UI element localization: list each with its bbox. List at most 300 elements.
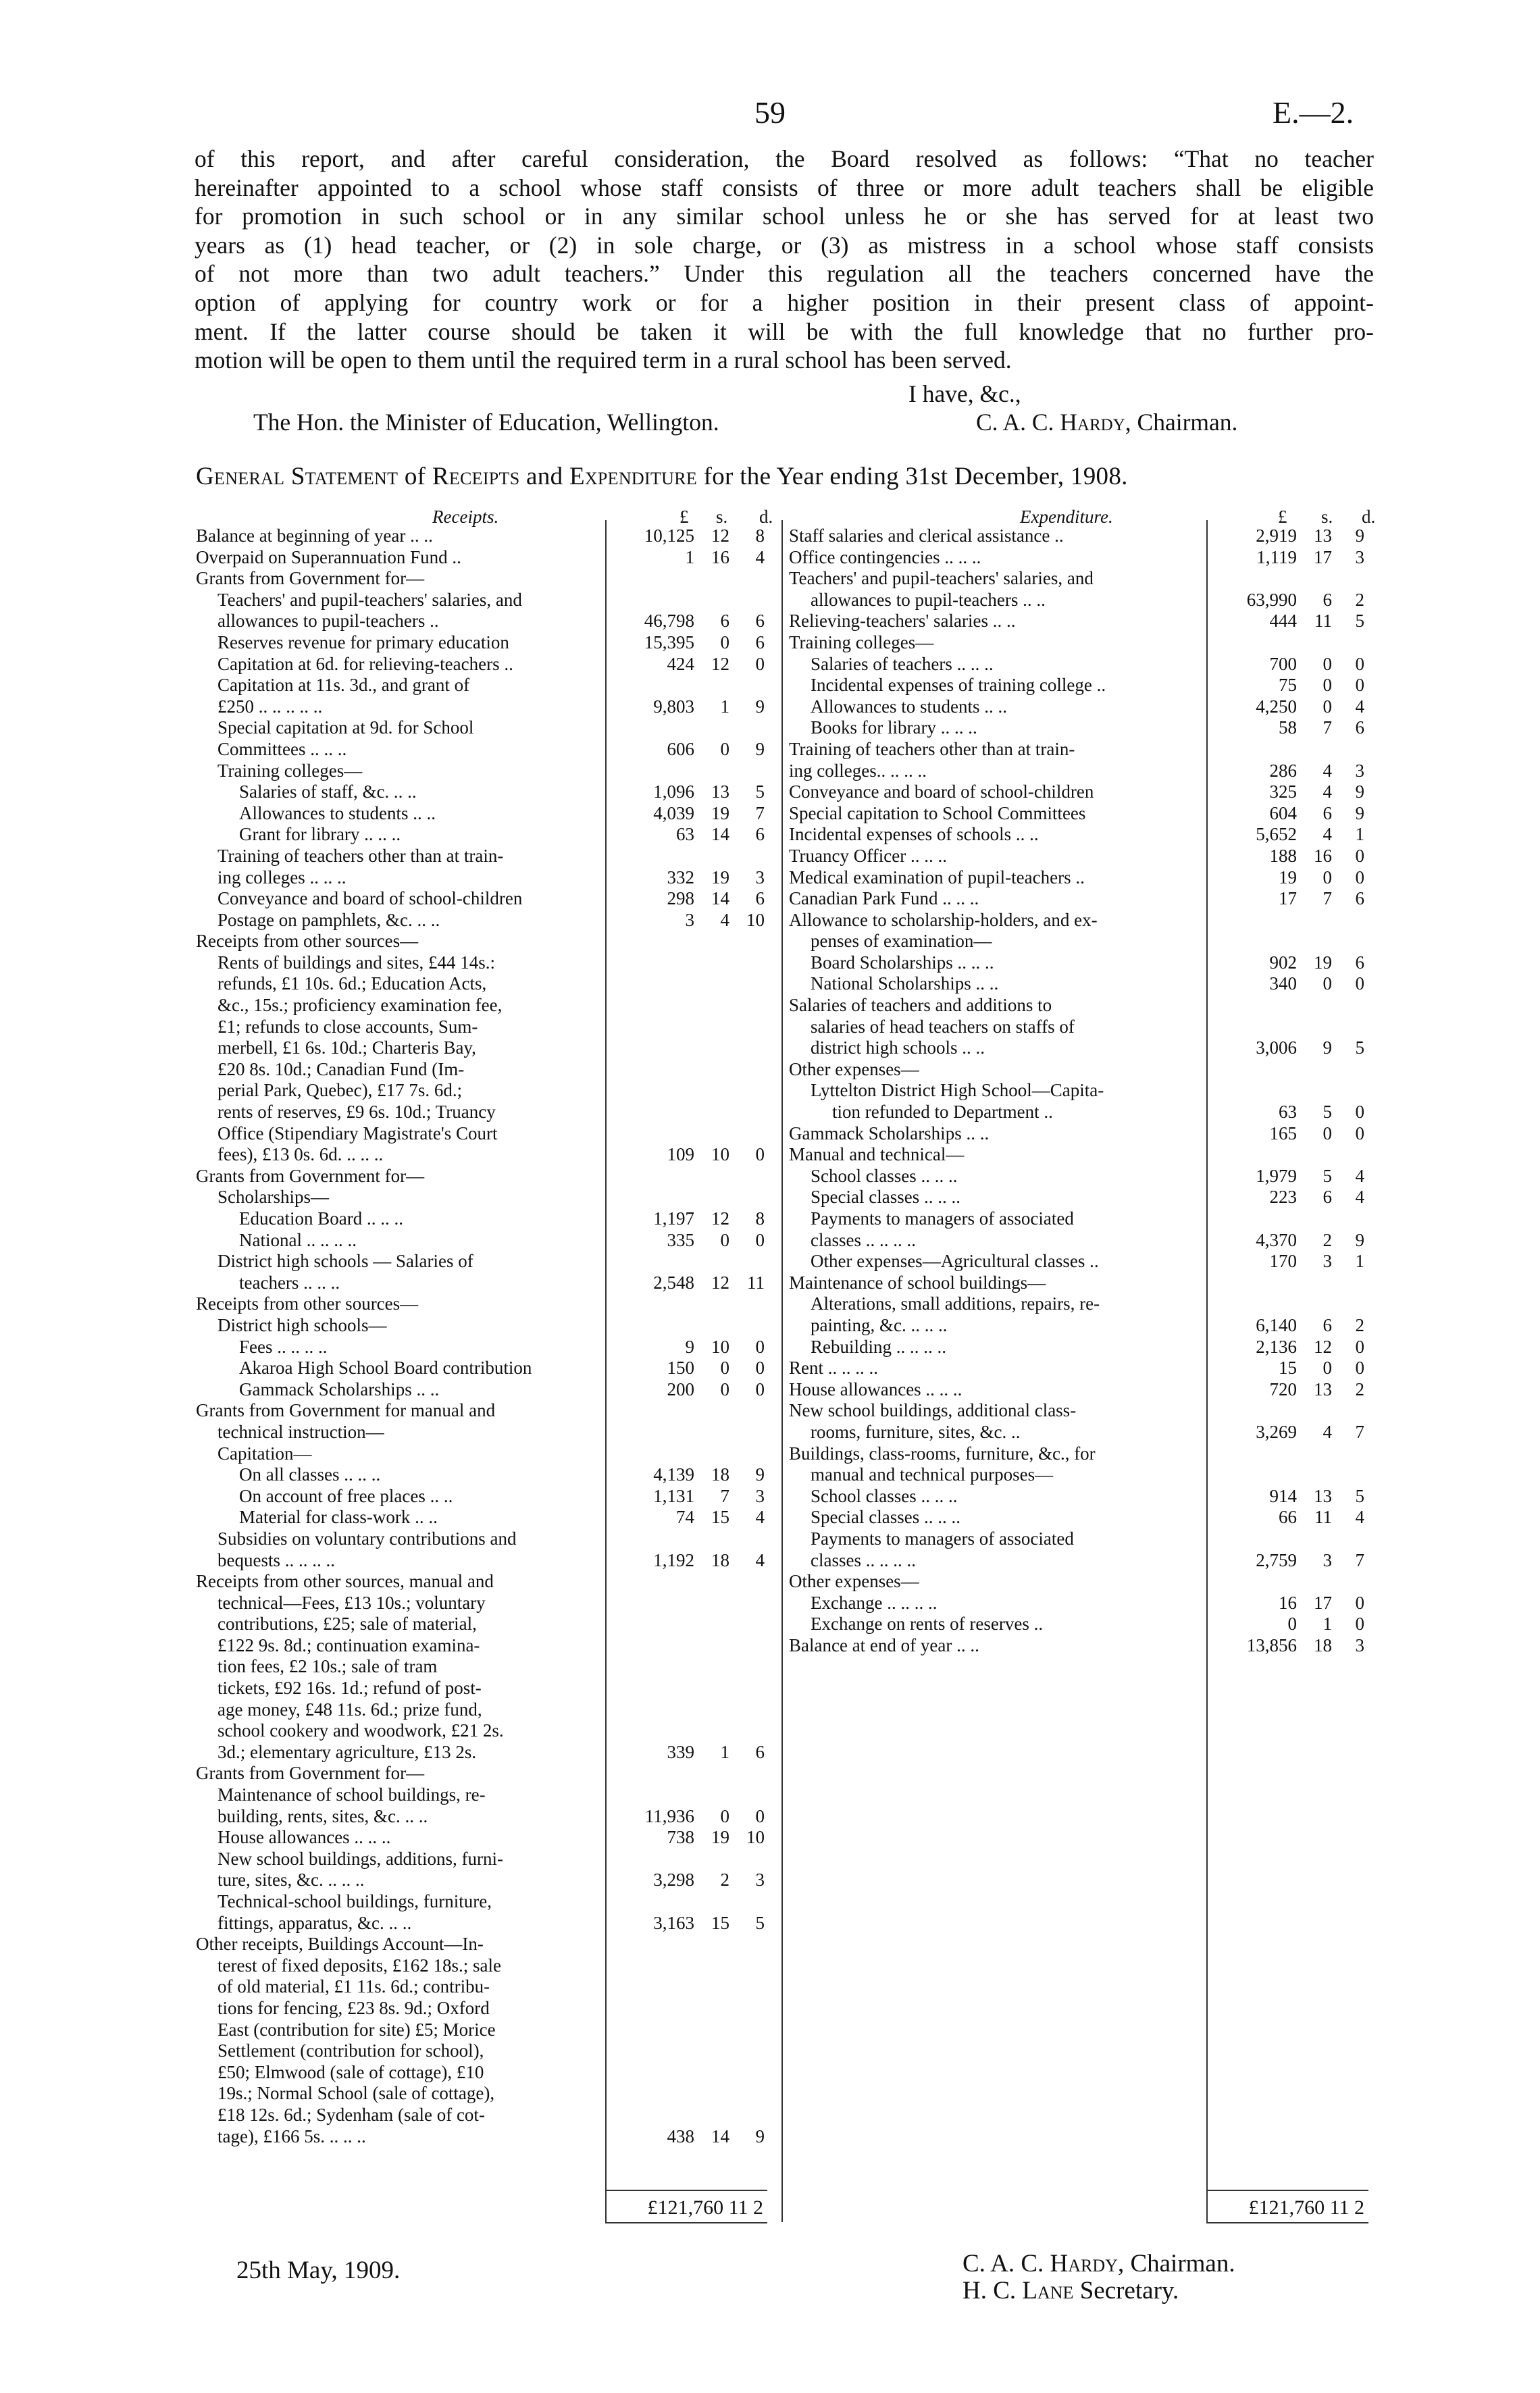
expenditure-amount-rule: [1206, 520, 1208, 2222]
receipts-amount-pounds: 4,139: [653, 1464, 694, 1485]
receipts-item-text: Training colleges—: [217, 760, 363, 781]
expenditure-row: [789, 1293, 1366, 1315]
receipts-item-text: ture, sites, &c. .. .. ..: [217, 1870, 365, 1890]
receipts-amount-pence: 4: [755, 546, 765, 567]
expenditure-amount-pounds: 325: [1269, 781, 1297, 802]
receipts-item-text: age money, £48 11s. 6d.; prize fund,: [217, 1699, 482, 1720]
receipts-item-text: District high schools—: [217, 1314, 387, 1335]
receipts-amount-pence: 0: [755, 1379, 765, 1399]
receipts-amount-pence: 0: [755, 1805, 765, 1826]
expenditure-item-text: Lyttelton District High School—Capita-: [811, 1080, 1104, 1101]
expenditure-amount-pence: 0: [1355, 653, 1364, 674]
centre-rule: [781, 520, 783, 2222]
expenditure-row: [789, 1037, 1366, 1059]
expenditure-row: [789, 1123, 1366, 1145]
sec-surname: Lane: [1022, 2277, 1074, 2305]
receipts-amount-pence: 6: [755, 888, 765, 909]
expenditure-amount-shillings: 6: [1323, 1187, 1332, 1208]
expenditure-item-text: Canadian Park Fund .. .. ..: [789, 888, 979, 909]
receipts-item-text: Rents of buildings and sites, £44 14s.:: [217, 952, 495, 973]
receipts-item-text: tage), £166 5s. .. .. ..: [217, 2126, 366, 2146]
receipts-amount-shillings: 12: [711, 525, 729, 546]
addressee: The Hon. the Minister of Education, Wellington.: [253, 409, 719, 436]
receipts-row: [196, 611, 773, 632]
expenditure-item-text: Staff salaries and clerical assistance ..: [789, 525, 1064, 546]
receipts-item-text: perial Park, Quebec), £17 7s. 6d.;: [217, 1080, 463, 1101]
expenditure-row: [789, 1144, 1366, 1166]
expenditure-amount-pounds: 340: [1269, 973, 1297, 994]
receipts-row: [196, 675, 773, 696]
expenditure-amount-pence: 0: [1355, 1614, 1364, 1635]
expenditure-amount-shillings: 1: [1323, 1614, 1332, 1635]
receipts-item-text: Grant for library .. .. ..: [239, 824, 401, 845]
expenditure-item-text: Buildings, class-rooms, furniture, &c., for: [789, 1443, 1096, 1464]
receipts-item-text: Training of teachers other than at train-: [217, 845, 504, 866]
receipts-row: [196, 696, 773, 718]
expenditure-amount-pounds: 0: [1287, 1614, 1297, 1635]
receipts-amount-pence: 9: [755, 696, 765, 717]
receipts-amount-shillings: 6: [720, 611, 729, 632]
receipts-row: [196, 2083, 773, 2105]
expenditure-amount-shillings: 18: [1314, 1635, 1332, 1655]
expenditure-amount-pounds: 720: [1269, 1379, 1297, 1399]
receipts-row: [196, 1400, 773, 1422]
expenditure-amount-shillings: 4: [1323, 760, 1332, 781]
expenditure-row: [789, 1571, 1366, 1593]
receipts-amount-shillings: 0: [720, 738, 729, 759]
expenditure-item-text: Payments to managers of associated: [811, 1208, 1074, 1229]
receipts-amount-pence: 11: [747, 1272, 765, 1293]
receipts-total-rule: [605, 2190, 767, 2191]
expenditure-item-text: Medical examination of pupil-teachers ..: [789, 867, 1085, 887]
expenditure-amount-shillings: 13: [1314, 1485, 1332, 1506]
receipts-item-text: Teachers' and pupil-teachers' salaries, and: [217, 589, 522, 610]
intro-line: motion will be open to them until the required term in a rural school has been served.: [195, 346, 1012, 374]
receipts-item-text: Maintenance of school buildings, re-: [217, 1784, 486, 1805]
expenditure-amount-pence: 3: [1355, 760, 1364, 781]
receipts-amount-shillings: 0: [720, 632, 729, 652]
expenditure-amount-pounds: 75: [1279, 675, 1297, 696]
expenditure-amount-shillings: 19: [1314, 952, 1332, 973]
expenditure-amount-pounds: 700: [1269, 653, 1297, 674]
receipts-amount-pence: 9: [755, 1464, 765, 1485]
expenditure-item-text: New school buildings, additional class-: [789, 1400, 1077, 1421]
expenditure-row: [789, 888, 1366, 910]
receipts-item-text: Reserves revenue for primary education: [217, 632, 509, 652]
receipts-row: [196, 590, 773, 611]
receipts-row: [196, 1464, 773, 1486]
expenditure-row: [789, 654, 1366, 675]
statement-date: 25th May, 1909.: [236, 2257, 401, 2284]
expenditure-row: [789, 1059, 1366, 1081]
page-number: 59: [754, 95, 786, 130]
receipts-amount-shillings: 14: [711, 888, 729, 909]
receipts-row: [196, 1166, 773, 1187]
expenditure-amount-pence: 0: [1355, 675, 1364, 696]
receipts-row: [196, 525, 773, 547]
expenditure-item-text: Other expenses—: [789, 1058, 919, 1079]
receipts-row: [196, 1123, 773, 1145]
expenditure-amount-shillings: 12: [1314, 1336, 1332, 1357]
receipts-item-text: Office (Stipendiary Magistrate's Court: [217, 1123, 498, 1143]
expenditure-row: [789, 1272, 1366, 1294]
expenditure-amount-shillings: 0: [1323, 1358, 1332, 1379]
receipts-amount-shillings: 0: [720, 1358, 729, 1379]
receipts-amount-rule: [605, 520, 607, 2222]
receipts-item-text: Grants from Government for manual and: [196, 1400, 496, 1421]
expenditure-amount-shillings: 0: [1323, 973, 1332, 994]
receipts-row: [196, 2105, 773, 2126]
expenditure-row: [789, 1614, 1366, 1635]
receipts-amount-pence: 3: [755, 1870, 765, 1890]
receipts-item-text: Technical-school buildings, furniture,: [217, 1891, 492, 1911]
receipts-row: [196, 1187, 773, 1208]
expenditure-amount-pounds: 2,919: [1256, 525, 1297, 546]
receipts-item-text: Postage on pamphlets, &c. .. ..: [217, 909, 440, 930]
expenditure-row: [789, 824, 1366, 846]
expenditure-total-rule: [1206, 2190, 1368, 2191]
expenditure-amount-shillings: 3: [1323, 1251, 1332, 1272]
receipts-item-text: building, rents, sites, &c. .. ..: [217, 1805, 428, 1826]
receipts-amount-shillings: 1: [720, 1741, 729, 1762]
expenditure-item-text: School classes .. .. ..: [811, 1485, 958, 1506]
expenditure-amount-pounds: 1,979: [1256, 1165, 1297, 1186]
expenditure-row: [789, 846, 1366, 867]
receipts-amount-pounds: 46,798: [644, 611, 694, 632]
expenditure-item-text: Relieving-teachers' salaries .. ..: [789, 611, 1016, 632]
receipts-row: [196, 931, 773, 952]
receipts-item-text: Scholarships—: [217, 1187, 329, 1208]
receipts-amount-shillings: 19: [711, 802, 729, 823]
receipts-amount-pounds: 298: [667, 888, 694, 909]
expenditure-amount-shillings: 9: [1323, 1037, 1332, 1058]
receipts-item-text: tions for fencing, £23 8s. 9d.; Oxford: [217, 1997, 490, 2018]
expenditure-amount-shillings: 16: [1314, 845, 1332, 866]
expenditure-item-text: House allowances .. .. ..: [789, 1379, 962, 1399]
receipts-row: [196, 1806, 773, 1828]
expenditure-amount-pence: 6: [1355, 717, 1364, 738]
receipts-item-text: £122 9s. 8d.; continuation examina-: [217, 1635, 480, 1655]
receipts-item-text: Grants from Government for—: [196, 568, 425, 589]
receipts-col-pounds: £: [679, 507, 689, 527]
intro-line: hereinafter appointed to a school whose staff consists of three or more adult teachers shall be eligible: [195, 174, 1374, 201]
expenditure-row: [789, 1464, 1366, 1486]
receipts-item-text: National .. .. .. ..: [239, 1229, 357, 1250]
receipts-item-text: Gammack Scholarships .. ..: [239, 1379, 440, 1399]
receipts-item-text: Salaries of staff, &c. .. ..: [239, 781, 417, 802]
receipts-amount-pounds: 150: [667, 1358, 694, 1379]
expenditure-col-pence: d.: [1362, 507, 1376, 527]
expenditure-row: [789, 781, 1366, 803]
expenditure-item-text: Alterations, small additions, repairs, re-: [811, 1293, 1100, 1314]
expenditure-item-text: tion refunded to Department ..: [832, 1102, 1053, 1123]
expenditure-item-text: Rebuilding .. .. .. ..: [811, 1336, 946, 1357]
receipts-row: [196, 2126, 773, 2148]
expenditure-table: [789, 525, 1366, 1656]
receipts-row: [196, 1337, 773, 1358]
receipts-amount-pence: 4: [755, 1507, 765, 1528]
expenditure-item-text: Books for library .. .. ..: [811, 717, 977, 738]
receipts-item-text: Settlement (contribution for school),: [217, 2040, 484, 2061]
receipts-item-text: Grants from Government for—: [196, 1165, 425, 1186]
receipts-item-text: House allowances .. .. ..: [217, 1827, 391, 1848]
receipts-item-text: Other receipts, Buildings Account—In-: [196, 1934, 484, 1955]
receipts-row: [196, 1059, 773, 1081]
receipts-item-text: contributions, £25; sale of material,: [217, 1614, 477, 1635]
chair-title: Chairman.: [1130, 2250, 1235, 2278]
receipts-amount-pounds: 1,131: [653, 1485, 694, 1506]
title-part-5: Expenditure: [569, 463, 698, 490]
receipts-amount-pounds: 424: [667, 653, 694, 674]
expenditure-row: [789, 867, 1366, 889]
expenditure-amount-shillings: 2: [1323, 1229, 1332, 1250]
receipts-amount-shillings: 15: [711, 1507, 729, 1528]
expenditure-amount-pence: 2: [1355, 1314, 1364, 1335]
receipts-row: [196, 1550, 773, 1572]
expenditure-amount-shillings: 13: [1314, 525, 1332, 546]
expenditure-amount-pence: 5: [1355, 1037, 1364, 1058]
expenditure-amount-pounds: 58: [1279, 717, 1297, 738]
receipts-item-text: Grants from Government for—: [196, 1763, 425, 1784]
expenditure-amount-pence: 4: [1355, 696, 1364, 717]
expenditure-amount-shillings: 0: [1323, 653, 1332, 674]
receipts-row: [196, 1230, 773, 1252]
statement-title: [196, 462, 1128, 491]
receipts-amount-shillings: 12: [711, 1272, 729, 1293]
receipts-item-text: terest of fixed deposits, £162 18s.; sale: [217, 1955, 501, 1976]
intro-line: of this report, and after careful consideration, the Board resolved as follows: “That no teacher: [195, 145, 1374, 172]
chair-initials: C. A. C.: [962, 2250, 1044, 2278]
expenditure-amount-pence: 2: [1355, 1379, 1364, 1399]
receipts-item-text: Receipts from other sources, manual and: [196, 1571, 494, 1592]
expenditure-row: [789, 547, 1366, 569]
receipts-row: [196, 1144, 773, 1166]
expenditure-row: [789, 1102, 1366, 1123]
receipts-item-text: merbell, £1 6s. 10d.; Charteris Bay,: [217, 1037, 476, 1058]
receipts-item-text: East (contribution for site) £5; Morice: [217, 2019, 496, 2040]
expenditure-item-text: School classes .. .. ..: [811, 1165, 958, 1186]
expenditure-amount-pounds: 3,269: [1256, 1421, 1297, 1442]
expenditure-item-text: Special classes .. .. ..: [811, 1507, 960, 1528]
expenditure-amount-shillings: 7: [1323, 888, 1332, 909]
expenditure-amount-pence: 9: [1355, 1229, 1364, 1250]
receipts-amount-pounds: 1: [685, 546, 694, 567]
expenditure-amount-shillings: 6: [1323, 802, 1332, 823]
receipts-row: [196, 717, 773, 739]
sec-title: Secretary.: [1079, 2277, 1179, 2305]
intro-line: of not more than two adult teachers.” Under this regulation all the teachers concerned have the: [195, 260, 1374, 288]
receipts-row: [196, 1955, 773, 1977]
receipts-row: [196, 910, 773, 931]
expenditure-item-text: manual and technical purposes—: [811, 1464, 1054, 1485]
receipts-row: [196, 1017, 773, 1038]
expenditure-item-text: classes .. .. .. ..: [811, 1549, 916, 1570]
receipts-row: [196, 1678, 773, 1699]
receipts-table: [196, 525, 773, 2147]
expenditure-item-text: Payments to managers of associated: [811, 1528, 1074, 1549]
receipts-amount-pence: 5: [755, 1912, 765, 1933]
receipts-amount-pence: 3: [755, 867, 765, 887]
receipts-row: [196, 1102, 773, 1123]
receipts-row: [196, 1976, 773, 1998]
receipts-row: [196, 1208, 773, 1230]
expenditure-row: [789, 696, 1366, 718]
expenditure-row: [789, 1379, 1366, 1401]
expenditure-item-text: Salaries of teachers .. .. ..: [811, 653, 994, 674]
receipts-row: [196, 1293, 773, 1315]
expenditure-amount-pounds: 66: [1279, 1507, 1297, 1528]
signatory-title: Chairman.: [1137, 409, 1238, 436]
expenditure-row: [789, 761, 1366, 782]
receipts-amount-shillings: 10: [711, 1336, 729, 1357]
receipts-amount-pence: 0: [755, 653, 765, 674]
receipts-row: [196, 1891, 773, 1913]
receipts-amount-shillings: 7: [720, 1485, 729, 1506]
expenditure-row: [789, 1208, 1366, 1230]
expenditure-row: [789, 1337, 1366, 1358]
expenditure-amount-pence: 1: [1355, 1251, 1364, 1272]
expenditure-amount-pounds: 604: [1269, 802, 1297, 823]
receipts-amount-pounds: 339: [667, 1741, 694, 1762]
receipts-amount-pounds: 2,548: [653, 1272, 694, 1293]
expenditure-row: [789, 931, 1366, 952]
chairman-signature: [962, 2249, 1235, 2278]
expenditure-row: [789, 1443, 1366, 1465]
expenditure-amount-pence: 2: [1355, 589, 1364, 610]
receipts-amount-shillings: 16: [711, 546, 729, 567]
receipts-item-text: ing colleges .. .. ..: [217, 867, 346, 887]
receipts-amount-shillings: 14: [711, 824, 729, 845]
receipts-amount-pence: 8: [755, 525, 765, 546]
receipts-row: [196, 1998, 773, 2019]
receipts-amount-shillings: 0: [720, 1379, 729, 1399]
expenditure-item-text: Balance at end of year .. ..: [789, 1635, 979, 1655]
receipts-row: [196, 547, 773, 569]
receipts-row: [196, 1080, 773, 1102]
expenditure-item-text: Incidental expenses of training college ..: [811, 675, 1106, 696]
receipts-item-text: £18 12s. 6d.; Sydenham (sale of cot-: [217, 2104, 485, 2125]
receipts-item-text: On all classes .. .. ..: [239, 1464, 381, 1485]
expenditure-item-text: Special classes .. .. ..: [811, 1187, 960, 1208]
sec-initials: H. C.: [962, 2277, 1017, 2305]
receipts-amount-shillings: 12: [711, 1208, 729, 1229]
expenditure-amount-pounds: 6,140: [1256, 1314, 1297, 1335]
title-part-3: Receipts: [432, 463, 520, 490]
expenditure-amount-pence: 7: [1355, 1421, 1364, 1442]
receipts-item-text: £250 .. .. .. .. ..: [217, 696, 323, 717]
expenditure-amount-pence: 0: [1355, 867, 1364, 887]
receipts-heading: Receipts.: [432, 507, 499, 527]
expenditure-row: [789, 632, 1366, 654]
receipts-row: [196, 867, 773, 889]
receipts-row: [196, 2062, 773, 2084]
expenditure-amount-pounds: 188: [1269, 845, 1297, 866]
receipts-row: [196, 1614, 773, 1635]
receipts-item-text: technical instruction—: [217, 1421, 384, 1442]
expenditure-amount-pence: 0: [1355, 1102, 1364, 1123]
receipts-item-text: Capitation—: [217, 1443, 312, 1464]
expenditure-item-text: Rent .. .. .. ..: [789, 1358, 878, 1379]
receipts-amount-pounds: 15,395: [644, 632, 694, 652]
receipts-amount-pence: 10: [746, 909, 765, 930]
receipts-total-underline: [605, 2222, 767, 2223]
receipts-amount-pounds: 74: [676, 1507, 694, 1528]
expenditure-amount-shillings: 4: [1323, 1421, 1332, 1442]
receipts-amount-pounds: 1,096: [653, 781, 694, 802]
receipts-amount-pence: 10: [746, 1827, 765, 1848]
receipts-amount-pence: 6: [755, 611, 765, 632]
receipts-item-text: school cookery and woodwork, £21 2s.: [217, 1720, 504, 1741]
expenditure-row: [789, 1251, 1366, 1272]
receipts-amount-pounds: 200: [667, 1379, 694, 1399]
expenditure-amount-pounds: 3,006: [1256, 1037, 1297, 1058]
title-part-1: General Statement: [196, 463, 399, 490]
intro-line: option of applying for country work or for a higher position in their present class of appoint-: [195, 288, 1374, 316]
expenditure-item-text: Conveyance and board of school-children: [789, 781, 1094, 802]
receipts-amount-pence: 0: [755, 1144, 765, 1165]
receipts-amount-pounds: 335: [667, 1229, 694, 1250]
expenditure-item-text: Allowances to students .. ..: [811, 696, 1007, 717]
expenditure-amount-shillings: 0: [1323, 675, 1332, 696]
expenditure-row: [789, 590, 1366, 611]
expenditure-amount-pence: 4: [1355, 1165, 1364, 1186]
expenditure-row: [789, 1528, 1366, 1550]
receipts-row: [196, 1037, 773, 1059]
expenditure-row: [789, 1593, 1366, 1614]
expenditure-item-text: Gammack Scholarships .. ..: [789, 1123, 990, 1143]
receipts-amount-shillings: 13: [711, 781, 729, 802]
receipts-row: [196, 568, 773, 590]
expenditure-amount-shillings: 7: [1323, 717, 1332, 738]
receipts-row: [196, 2040, 773, 2062]
expenditure-amount-pounds: 1,119: [1256, 546, 1297, 567]
expenditure-row: [789, 717, 1366, 739]
receipts-item-text: Receipts from other sources—: [196, 1293, 419, 1314]
receipts-item-text: of old material, £1 11s. 6d.; contribu-: [217, 1976, 490, 1997]
expenditure-amount-pence: 0: [1355, 1336, 1364, 1357]
receipts-row: [196, 632, 773, 654]
expenditure-amount-pence: 9: [1355, 802, 1364, 823]
expenditure-item-text: National Scholarships .. ..: [811, 973, 999, 994]
expenditure-amount-pounds: 5,652: [1256, 824, 1297, 845]
expenditure-amount-shillings: 6: [1323, 589, 1332, 610]
expenditure-item-text: ing colleges.. .. .. ..: [789, 760, 927, 781]
expenditure-amount-shillings: 13: [1314, 1379, 1332, 1399]
receipts-amount-shillings: 18: [711, 1549, 729, 1570]
expenditure-amount-pence: 0: [1355, 973, 1364, 994]
expenditure-amount-pounds: 902: [1269, 952, 1297, 973]
receipts-item-text: Committees .. .. ..: [217, 738, 347, 759]
receipts-amount-shillings: 15: [711, 1912, 729, 1933]
receipts-item-text: Fees .. .. .. ..: [239, 1336, 328, 1357]
secretary-signature: [962, 2276, 1179, 2305]
receipts-col-pence: d.: [759, 507, 773, 527]
receipts-amount-pence: 3: [755, 1485, 765, 1506]
receipts-row: [196, 824, 773, 846]
expenditure-item-text: district high schools .. ..: [811, 1037, 985, 1058]
expenditure-heading: Expenditure.: [1020, 507, 1113, 527]
expenditure-row: [789, 1358, 1366, 1379]
receipts-amount-pence: 6: [755, 632, 765, 652]
expenditure-amount-pounds: 2,759: [1256, 1549, 1297, 1570]
receipts-item-text: 3d.; elementary agriculture, £13 2s.: [217, 1741, 477, 1762]
receipts-amount-pounds: 3: [685, 909, 694, 930]
receipts-row: [196, 739, 773, 761]
receipts-row: [196, 2019, 773, 2041]
receipts-amount-pence: 8: [755, 1208, 765, 1229]
receipts-row: [196, 1784, 773, 1806]
expenditure-amount-pence: 4: [1355, 1507, 1364, 1528]
